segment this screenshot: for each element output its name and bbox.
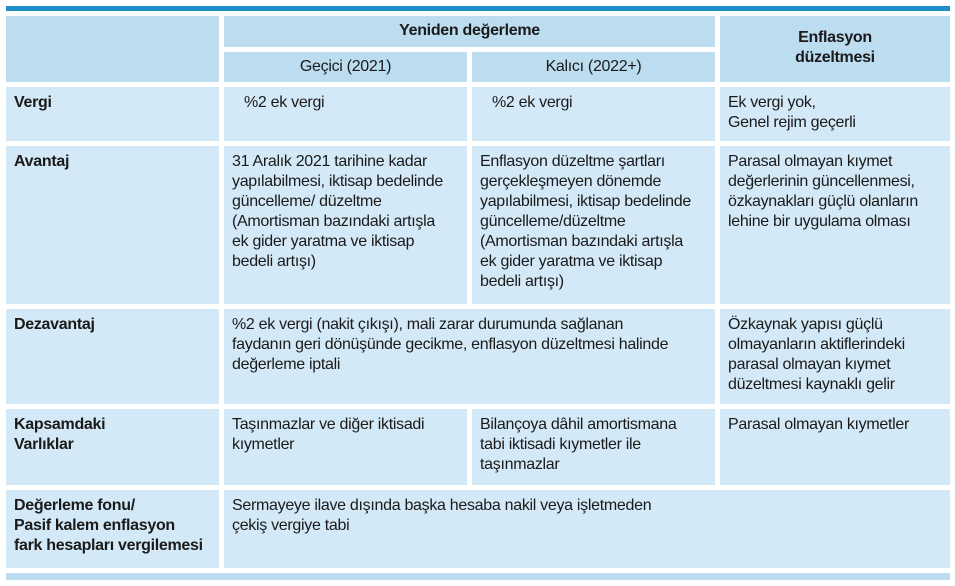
cell-valuation-fund-merged: Sermayeye ilave dışında başka hesaba nakil veya işletmeden çekiş vergiye tabi (224, 490, 950, 568)
header-col-infl: Enflasyon düzeltmesi (720, 16, 950, 82)
cell-tax-temp: %2 ek vergi (224, 87, 467, 141)
cell-assets-infl: Parasal olmayan kıymetler (720, 409, 950, 485)
header-corner (6, 16, 219, 82)
row-label-assets: Kapsamdaki Varlıklar (6, 409, 219, 485)
row-label-disadvantage: Dezavantaj (6, 309, 219, 404)
cell-advantage-perm: Enflasyon düzeltme şartları gerçekleşmeyen dönemde yapılabilmesi, iktisap bedelinde güncelleme/düzeltme (Amortisman bazındaki artışla ek gider yaratma ve iktisap bedeli artışı) (472, 146, 715, 304)
cell-advantage-temp: 31 Aralık 2021 tarihine kadar yapılabilmesi, iktisap bedelinde güncelleme/ düzeltme (Amortisman bazındaki artışla ek gider yaratma ve iktisap bedeli artışı) (224, 146, 467, 304)
header-col-perm: Kalıcı (2022+) (472, 52, 715, 82)
header-col-temp: Geçici (2021) (224, 52, 467, 82)
row-label-tax: Vergi (6, 87, 219, 141)
cell-tax-infl: Ek vergi yok, Genel rejim geçerli (720, 87, 950, 141)
row-label-valuation-fund: Değerleme fonu/ Pasif kalem enflasyon fark hesapları vergilemesi (6, 490, 219, 568)
cell-disadvantage-merged: %2 ek vergi (nakit çıkışı), mali zarar durumunda sağlanan faydanın geri dönüşünde gecikme, enflasyon düzeltmesi halinde değerleme iptali (224, 309, 715, 404)
row-label-advantage: Avantaj (6, 146, 219, 304)
cell-advantage-infl: Parasal olmayan kıymet değerlerinin güncellenmesi, özkaynakları güçlü olanların lehine bir uygulama olması (720, 146, 950, 304)
cell-assets-temp: Taşınmazlar ve diğer iktisadi kıymetler (224, 409, 467, 485)
cell-assets-perm: Bilançoya dâhil amortismana tabi iktisadi kıymetler ile taşınmazlar (472, 409, 715, 485)
comparison-table (6, 6, 950, 580)
cell-tax-perm: %2 ek vergi (472, 87, 715, 141)
top-rule (6, 6, 950, 11)
bottom-rule (6, 573, 950, 580)
header-group-title: Yeniden değerleme (224, 16, 715, 47)
cell-disadvantage-infl: Özkaynak yapısı güçlü olmayanların aktiflerindeki parasal olmayan kıymet düzeltmesi kaynaklı gelir (720, 309, 950, 404)
